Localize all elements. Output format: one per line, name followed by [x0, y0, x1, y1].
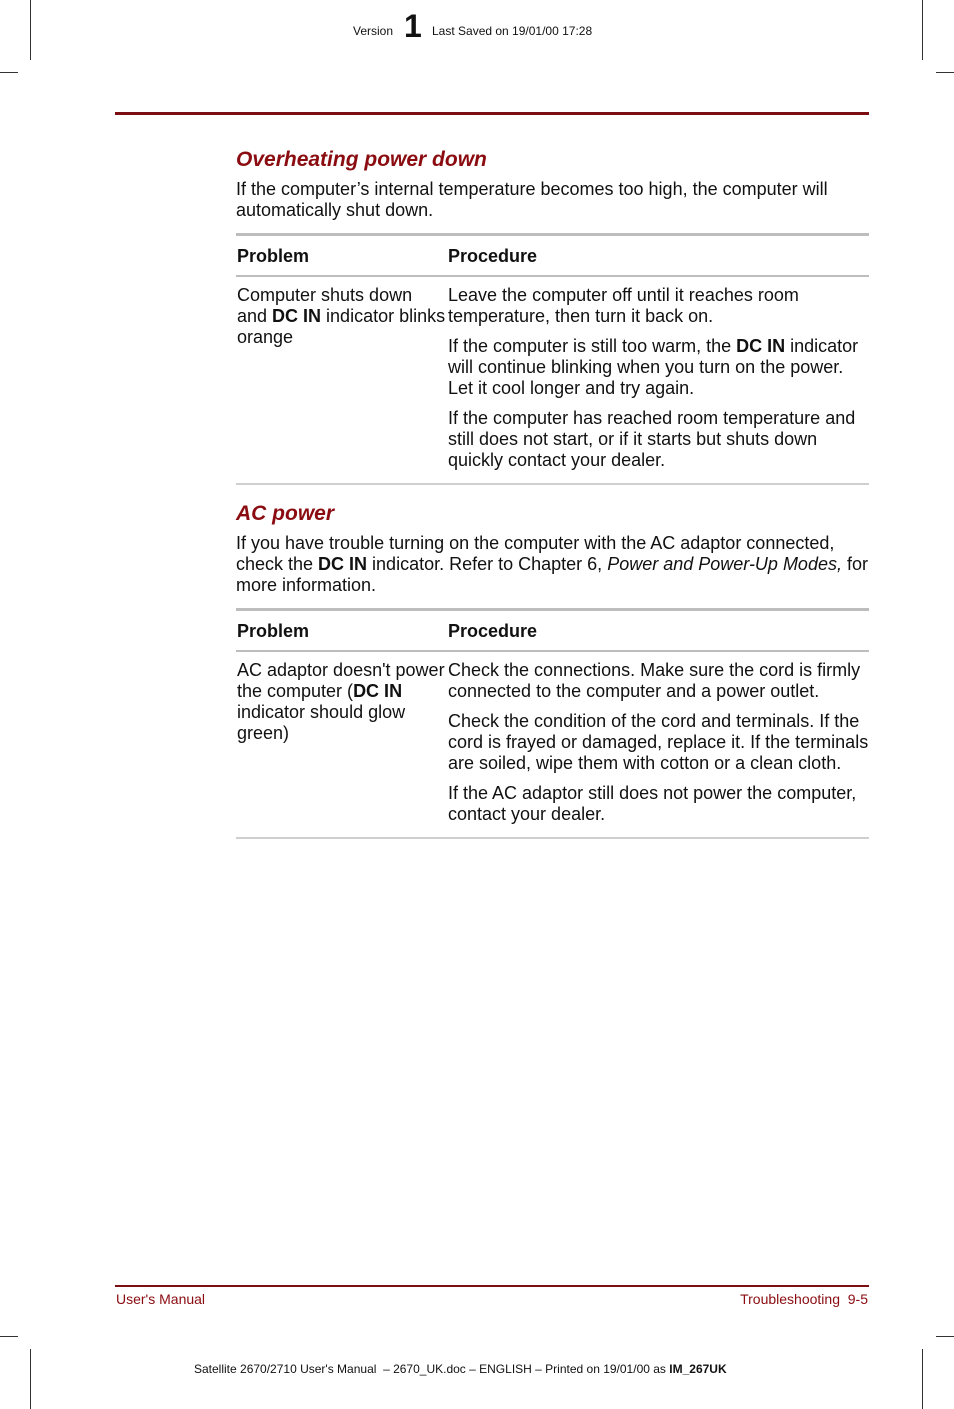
crop-mark	[936, 72, 954, 73]
procedure-text: indicator will continue blinking when you turn on the power. Let it cool longer and try again.	[448, 336, 859, 398]
troubleshooting-table	[236, 608, 869, 839]
crop-mark	[936, 1336, 954, 1337]
intro-text: indicator. Refer to Chapter 6,	[367, 554, 608, 574]
main-content	[236, 145, 868, 839]
problem-text: indicator should glow green)	[237, 702, 406, 743]
procedure-text: If the computer is still too warm, the	[448, 336, 737, 356]
intro-text: for more information.	[236, 554, 868, 595]
last-saved-text: Last Saved on 19/01/00 17:28	[432, 24, 593, 38]
column-header-problem: Problem	[236, 610, 447, 652]
print-code: IM_267UK	[669, 1362, 727, 1376]
table-header-row	[236, 235, 869, 277]
crop-mark	[0, 1336, 18, 1337]
column-header-procedure: Procedure	[447, 610, 869, 652]
section-overheating	[236, 145, 868, 485]
footer-manual-title: User's Manual	[116, 1291, 206, 1307]
section-intro	[236, 533, 868, 596]
dc-in-label: DC IN	[736, 336, 786, 356]
header-rule	[115, 112, 869, 115]
dc-in-label: DC IN	[272, 306, 322, 326]
crop-mark	[922, 1349, 923, 1409]
troubleshooting-table	[236, 233, 869, 485]
print-info-text: Satellite 2670/2710 User's Manual – 2670_UK.doc – ENGLISH – Printed on 19/01/00 as	[194, 1362, 670, 1376]
table-row	[236, 276, 869, 484]
procedure-step: If the AC adaptor still does not power the computer, contact your dealer.	[448, 783, 857, 824]
print-info	[194, 1362, 727, 1376]
problem-text: AC adaptor doesn't power the computer (	[237, 660, 445, 701]
chapter-reference: Power and Power-Up Modes,	[607, 554, 842, 574]
intro-text: If you have trouble turning on the computer with the AC adaptor connected, check the	[236, 533, 835, 574]
section-title: Overheating power down	[236, 148, 487, 171]
version-label: Version	[353, 24, 394, 38]
problem-text: Computer shuts down and	[237, 285, 413, 326]
version-number: 1	[404, 8, 422, 44]
table-header-row	[236, 610, 869, 652]
column-header-procedure: Procedure	[447, 235, 869, 277]
procedure-step: Check the condition of the cord and terminals. If the cord is frayed or damaged, replace it. If the terminals are soiled, wipe them with cotton or a clean cloth.	[448, 711, 869, 773]
crop-mark	[922, 0, 923, 60]
footer-rule	[115, 1285, 869, 1287]
section-title: AC power	[236, 502, 335, 525]
procedure-step: If the computer has reached room temperature and still does not start, or if it starts but shuts down quickly contact your dealer.	[448, 408, 856, 470]
section-intro: If the computer’s internal temperature becomes too high, the computer will automatically shut down.	[236, 179, 828, 220]
column-header-problem: Problem	[236, 235, 447, 277]
procedure-cell	[447, 276, 869, 484]
problem-text: indicator blinks orange	[237, 306, 446, 347]
crop-mark	[30, 1349, 31, 1409]
problem-cell	[236, 651, 447, 838]
crop-mark	[0, 72, 18, 73]
section-ac-power	[236, 499, 868, 839]
procedure-step	[448, 336, 869, 399]
dc-in-label: DC IN	[353, 681, 403, 701]
procedure-step: Check the connections. Make sure the cord is firmly connected to the computer and a power outlet.	[448, 660, 861, 701]
problem-cell	[236, 276, 447, 484]
footer-page-number: Troubleshooting 9-5	[740, 1291, 868, 1307]
table-row	[236, 651, 869, 838]
procedure-cell	[447, 651, 869, 838]
procedure-step: Leave the computer off until it reaches room temperature, then turn it back on.	[448, 285, 799, 326]
crop-mark	[30, 0, 31, 60]
dc-in-label: DC IN	[318, 554, 368, 574]
